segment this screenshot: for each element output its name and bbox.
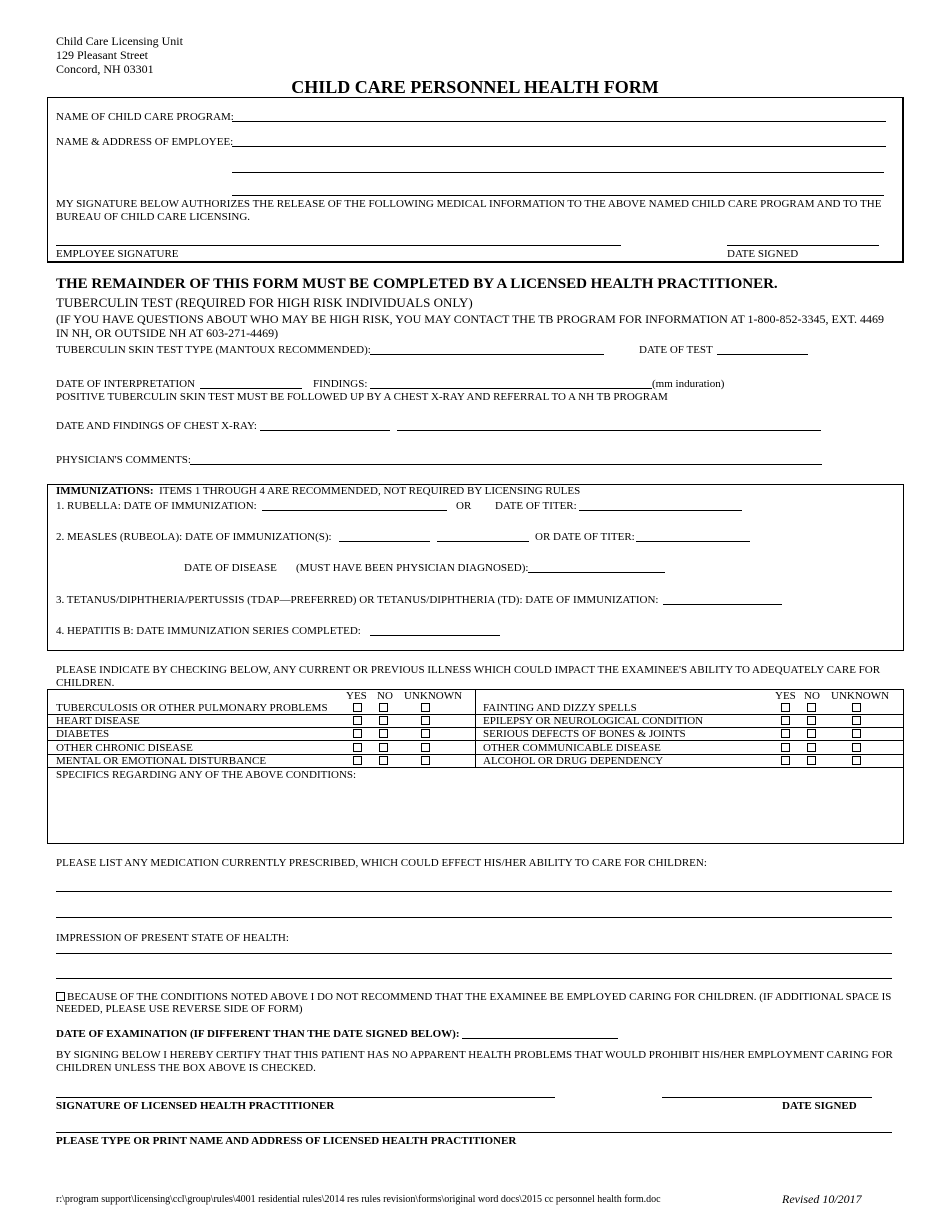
authorization-text: MY SIGNATURE BELOW AUTHORIZES THE RELEASE OF THE FOLLOWING MEDICAL INFORMATION TO THE ABOVE NAMED CHILD CARE PROGRAM AND TO THE BUREAU OF CHILD CARE LICENSING. <box>56 198 882 223</box>
rubella-or: OR <box>456 500 472 512</box>
rubella-date-field[interactable] <box>262 510 447 511</box>
induration-label: (mm induration) <box>652 378 725 390</box>
bones-unknown-checkbox[interactable] <box>852 729 861 738</box>
form-title: CHILD CARE PERSONNEL HEALTH FORM <box>291 77 659 97</box>
mental-yes-checkbox[interactable] <box>353 756 362 765</box>
epilepsy-no-checkbox[interactable] <box>807 716 816 725</box>
agency-name: Child Care Licensing Unit <box>56 34 183 48</box>
tb-info: (IF YOU HAVE QUESTIONS ABOUT WHO MAY BE HIGH RISK, YOU MAY CONTACT THE TB PROGRAM FOR INFORMATION AT 1-800-852-3345, EXT. 4469 IN NH, OR OUTSIDE NH AT 603-271-4469) <box>56 312 884 340</box>
left-no-header: NO <box>377 690 393 702</box>
measles-titer-label: OR DATE OF TITER: <box>535 531 635 543</box>
alcohol-yes-checkbox[interactable] <box>781 756 790 765</box>
measles-label: 2. MEASLES (RUBEOLA): DATE OF IMMUNIZATION(S): <box>56 531 332 543</box>
skin-test-field[interactable] <box>370 354 604 355</box>
rubella-titer-field[interactable] <box>579 510 742 511</box>
agency-city: Concord, NH 03301 <box>56 62 154 76</box>
findings-field[interactable] <box>370 388 652 389</box>
practitioner-signature-label: SIGNATURE OF LICENSED HEALTH PRACTITIONER <box>56 1100 335 1112</box>
exam-date-label: DATE OF EXAMINATION (IF DIFFERENT THAN THE DATE SIGNED BELOW): <box>56 1028 460 1040</box>
chronic-no-checkbox[interactable] <box>379 743 388 752</box>
tetanus-date-field[interactable] <box>663 604 782 605</box>
impression-label: IMPRESSION OF PRESENT STATE OF HEALTH: <box>56 932 289 944</box>
alcohol-no-checkbox[interactable] <box>807 756 816 765</box>
communicable-unknown-checkbox[interactable] <box>852 743 861 752</box>
alcohol-unknown-checkbox[interactable] <box>852 756 861 765</box>
measles-date-field-2[interactable] <box>437 541 529 542</box>
diabetes-yes-checkbox[interactable] <box>353 729 362 738</box>
employee-date-label: DATE SIGNED <box>727 248 799 260</box>
heart-yes-checkbox[interactable] <box>353 716 362 725</box>
fainting-no-checkbox[interactable] <box>807 703 816 712</box>
condition-tuberculosis: TUBERCULOSIS OR OTHER PULMONARY PROBLEMS <box>56 702 328 714</box>
findings-label: FINDINGS: <box>313 378 368 390</box>
left-yes-header: YES <box>346 690 367 702</box>
bones-no-checkbox[interactable] <box>807 729 816 738</box>
date-of-test-field[interactable] <box>717 354 808 355</box>
condition-communicable: OTHER COMMUNICABLE DISEASE <box>483 742 661 754</box>
row-line-3 <box>48 740 903 741</box>
employee-signature-field[interactable] <box>56 245 621 246</box>
illness-instruction: PLEASE INDICATE BY CHECKING BELOW, ANY CURRENT OR PREVIOUS ILLNESS WHICH COULD IMPACT THE EXAMINEE'S ABILITY TO ADEQUATELY CARE FOR CHILDREN. <box>56 664 881 689</box>
practitioner-date-label: DATE SIGNED <box>782 1100 857 1112</box>
interpretation-field[interactable] <box>200 388 302 389</box>
communicable-yes-checkbox[interactable] <box>781 743 790 752</box>
row-line-1 <box>48 714 903 715</box>
rubella-label: 1. RUBELLA: DATE OF IMMUNIZATION: <box>56 500 257 512</box>
condition-mental: MENTAL OR EMOTIONAL DISTURBANCE <box>56 755 267 767</box>
immunizations-note: ITEMS 1 THROUGH 4 ARE RECOMMENDED, NOT REQUIRED BY LICENSING RULES <box>159 485 581 497</box>
date-of-test-label: DATE OF TEST <box>639 344 713 356</box>
hepb-label: 4. HEPATITIS B: DATE IMMUNIZATION SERIES COMPLETED: <box>56 625 361 637</box>
epilepsy-unknown-checkbox[interactable] <box>852 716 861 725</box>
row-line-5 <box>48 767 903 768</box>
tb-heading: TUBERCULIN TEST (REQUIRED FOR HIGH RISK INDIVIDUALS ONLY) <box>56 295 473 310</box>
immunizations-heading: IMMUNIZATIONS: <box>56 485 154 497</box>
exam-date-field[interactable] <box>462 1038 618 1039</box>
program-name-label: NAME OF CHILD CARE PROGRAM: <box>56 111 234 123</box>
tuberculosis-unknown-checkbox[interactable] <box>421 703 430 712</box>
skin-test-label: TUBERCULIN SKIN TEST TYPE (MANTOUX RECOMMENDED): <box>56 344 371 356</box>
xray-date-field[interactable] <box>260 430 390 431</box>
comments-label: PHYSICIAN'S COMMENTS: <box>56 454 191 466</box>
mental-unknown-checkbox[interactable] <box>421 756 430 765</box>
row-line-2 <box>48 727 903 728</box>
employee-address-line-2[interactable] <box>232 195 884 196</box>
communicable-no-checkbox[interactable] <box>807 743 816 752</box>
tuberculosis-no-checkbox[interactable] <box>379 703 388 712</box>
measles-titer-field[interactable] <box>636 541 750 542</box>
xray-findings-field[interactable] <box>397 430 821 431</box>
tuberculosis-yes-checkbox[interactable] <box>353 703 362 712</box>
medication-line-1[interactable] <box>56 891 892 892</box>
impression-line-2[interactable] <box>56 978 892 979</box>
disease-date-field[interactable] <box>528 572 665 573</box>
specifics-label: SPECIFICS REGARDING ANY OF THE ABOVE CONDITIONS: <box>56 769 357 781</box>
condition-alcohol: ALCOHOL OR DRUG DEPENDENCY <box>483 755 664 767</box>
positive-test-note: POSITIVE TUBERCULIN SKIN TEST MUST BE FOLLOWED UP BY A CHEST X-RAY AND REFERRAL TO A NH TB PROGRAM <box>56 391 668 403</box>
fainting-yes-checkbox[interactable] <box>781 703 790 712</box>
heart-no-checkbox[interactable] <box>379 716 388 725</box>
condition-epilepsy: EPILEPSY OR NEUROLOGICAL CONDITION <box>483 715 704 727</box>
practitioner-name-field[interactable] <box>56 1132 892 1133</box>
employee-name-field[interactable] <box>232 146 886 147</box>
mental-no-checkbox[interactable] <box>379 756 388 765</box>
heart-unknown-checkbox[interactable] <box>421 716 430 725</box>
specifics-textarea[interactable] <box>50 782 900 840</box>
table-divider <box>475 689 476 768</box>
practitioner-date-field[interactable] <box>662 1097 872 1098</box>
footer-revised: Revised 10/2017 <box>782 1192 862 1206</box>
footer-file-path: r:\program support\licensing\ccl\group\rules\4001 residential rules\2014 res rules revision\forms\original word docs\2015 cc personnel health form.doc <box>56 1194 661 1205</box>
disease-date-label: DATE OF DISEASE <box>184 562 277 574</box>
medication-label: PLEASE LIST ANY MEDICATION CURRENTLY PRESCRIBED, WHICH COULD EFFECT HIS/HER ABILITY TO CARE FOR CHILDREN: <box>56 857 707 869</box>
right-yes-header: YES <box>775 690 796 702</box>
employee-name-label: NAME & ADDRESS OF EMPLOYEE: <box>56 136 234 148</box>
condition-bones: SERIOUS DEFECTS OF BONES & JOINTS <box>483 728 686 740</box>
program-name-field[interactable] <box>232 121 886 122</box>
disease-note: (MUST HAVE BEEN PHYSICIAN DIAGNOSED): <box>296 562 529 574</box>
chronic-yes-checkbox[interactable] <box>353 743 362 752</box>
comments-field[interactable] <box>190 464 822 465</box>
immunizations-heading-row <box>56 485 580 497</box>
condition-diabetes: DIABETES <box>56 728 110 740</box>
practitioner-heading: THE REMAINDER OF THIS FORM MUST BE COMPLETED BY A LICENSED HEALTH PRACTITIONER. <box>56 276 778 292</box>
practitioner-signature-field[interactable] <box>56 1097 555 1098</box>
fainting-unknown-checkbox[interactable] <box>852 703 861 712</box>
diabetes-unknown-checkbox[interactable] <box>421 729 430 738</box>
certify-text: BY SIGNING BELOW I HEREBY CERTIFY THAT THIS PATIENT HAS NO APPARENT HEALTH PROBLEMS THAT WOULD PROHIBIT HIS/HER EMPLOYMENT CARING FOR CHILDREN UNLESS THE BOX ABOVE IS CHECKED. <box>56 1049 893 1074</box>
bones-yes-checkbox[interactable] <box>781 729 790 738</box>
tetanus-label: 3. TETANUS/DIPHTHERIA/PERTUSSIS (TDAP—PREFERRED) OR TETANUS/DIPHTHERIA (TD): DATE OF IMMUNIZATION: <box>56 594 659 606</box>
measles-date-field-1[interactable] <box>339 541 430 542</box>
employee-address-line-1[interactable] <box>232 172 884 173</box>
chronic-unknown-checkbox[interactable] <box>421 743 430 752</box>
employee-date-field[interactable] <box>727 245 879 246</box>
left-unknown-header: UNKNOWN <box>404 690 463 702</box>
xray-label: DATE AND FINDINGS OF CHEST X-RAY: <box>56 420 257 432</box>
employee-signature-label: EMPLOYEE SIGNATURE <box>56 248 179 260</box>
right-no-header: NO <box>804 690 820 702</box>
practitioner-name-label: PLEASE TYPE OR PRINT NAME AND ADDRESS OF LICENSED HEALTH PRACTITIONER <box>56 1135 517 1147</box>
epilepsy-yes-checkbox[interactable] <box>781 716 790 725</box>
medication-line-2[interactable] <box>56 917 892 918</box>
hepb-date-field[interactable] <box>370 635 500 636</box>
impression-line-1[interactable] <box>56 953 892 954</box>
not-recommend-text: BECAUSE OF THE CONDITIONS NOTED ABOVE I DO NOT RECOMMEND THAT THE EXAMINEE BE EMPLOYED CARING FOR CHILDREN. (IF ADDITIONAL SPACE IS NEEDED, PLEASE USE REVERSE SIDE OF FORM) <box>56 991 892 1015</box>
condition-chronic: OTHER CHRONIC DISEASE <box>56 742 193 754</box>
condition-heart: HEART DISEASE <box>56 715 140 727</box>
right-unknown-header: UNKNOWN <box>831 690 890 702</box>
interpretation-label: DATE OF INTERPRETATION <box>56 378 196 390</box>
diabetes-no-checkbox[interactable] <box>379 729 388 738</box>
condition-fainting: FAINTING AND DIZZY SPELLS <box>483 702 637 714</box>
agency-street: 129 Pleasant Street <box>56 48 148 62</box>
rubella-titer-label: DATE OF TITER: <box>495 500 577 512</box>
